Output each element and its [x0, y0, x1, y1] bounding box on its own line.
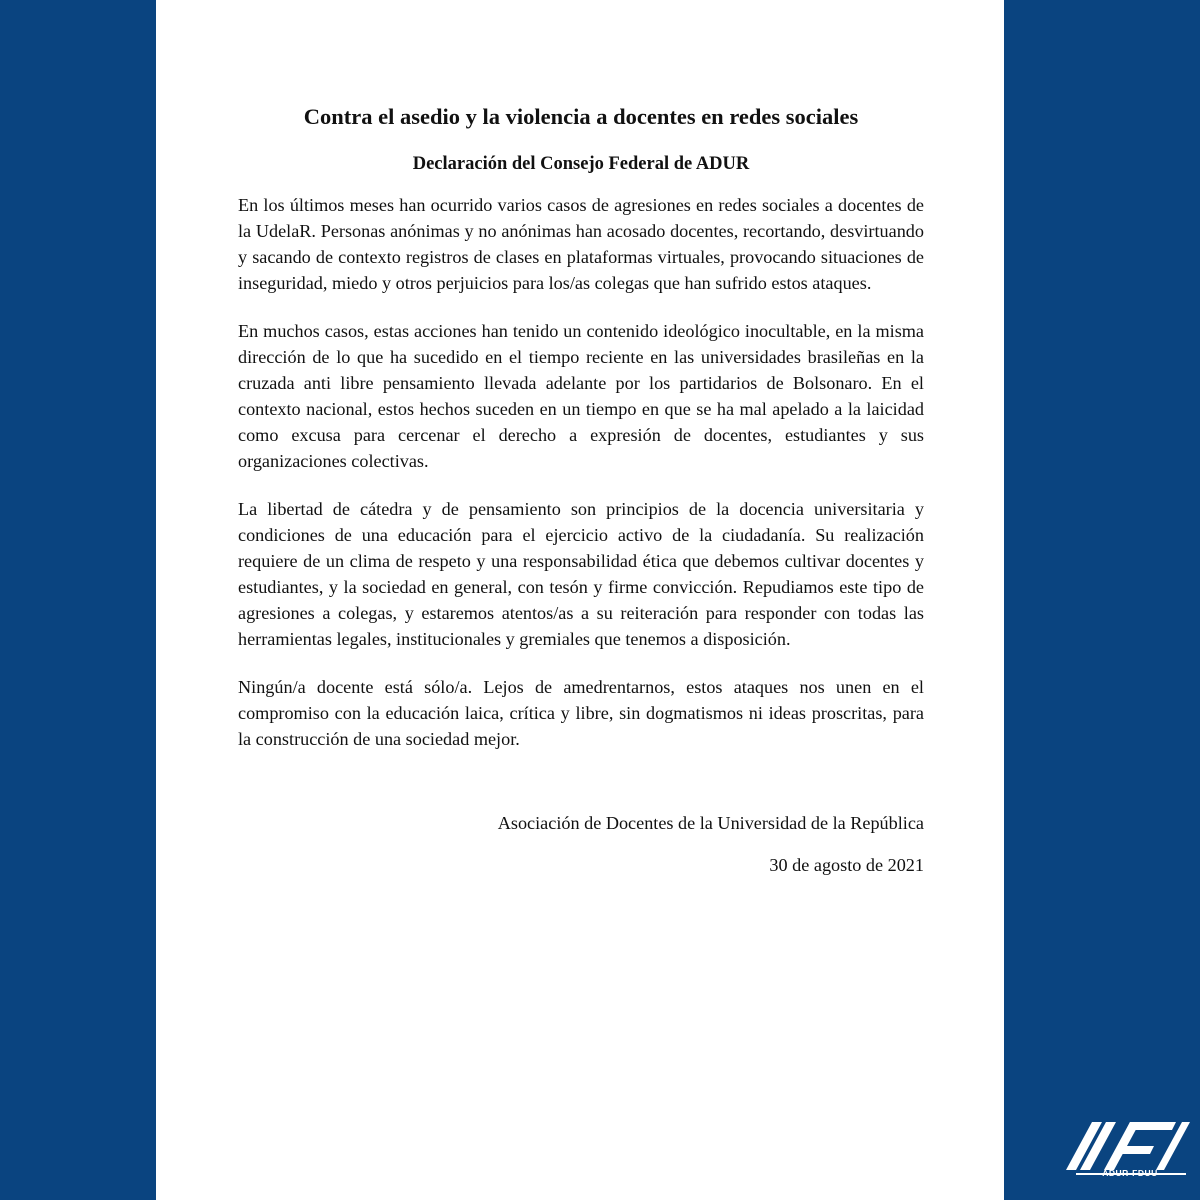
paragraph-1: En los últimos meses han ocurrido varios casos de agresiones en redes sociales a docentes de la UdelaR. Personas anónimas y no anónimas han acosado docentes, recortando, desvirtuando y sacando de contexto registros de clases en plataformas virtuales, provocando situaciones de inseguridad, miedo y otros perjuicios para los/as colegas que han sufrido estos ataques.	[238, 195, 924, 293]
right-blue-band	[1004, 0, 1200, 1200]
signature-organization: Asociación de Docentes de la Universidad de la República	[497, 813, 924, 833]
statement-body	[238, 192, 924, 752]
statement-subtitle: Declaración del Consejo Federal de ADUR	[412, 154, 750, 174]
paragraph-2: En muchos casos, estas acciones han tenido un contenido ideológico inocultable, en la misma dirección de lo que ha sucedido en el tiempo reciente en las universidades brasileñas en la cruzada anti libre pensamiento llevada adelante por los partidarios de Bolsonaro. En el contexto nacional, estos hechos suceden en un tiempo en que se ha mal apelado a la laicidad como excusa para cercenar el derecho a expresión de docentes, estudiantes y sus organizaciones colectivas.	[238, 321, 924, 471]
paragraph-4: Ningún/a docente está sólo/a. Lejos de amedrentarnos, estos ataques nos unen en el compromiso con la educación laica, crítica y libre, sin dogmatismos ni ideas proscritas, para la construcción de una sociedad mejor.	[238, 677, 924, 749]
statement-content	[238, 96, 924, 878]
paragraph-3: La libertad de cátedra y de pensamiento son principios de la docencia universitaria y condiciones de una educación para el ejercicio activo de la ciudadanía. Su realización requiere de un clima de respeto y una responsabilidad ética que debemos cultivar docentes y estudiantes, y la sociedad en general, con tesón y firme convicción. Repudiamos este tipo de agresiones a colegas, y estaremos atentos/as a su reiteración para responder con todas las herramientas legales, institucionales y gremiales que tenemos a disposición.	[238, 499, 924, 649]
signature-block	[238, 810, 924, 878]
statement-title: Contra el asedio y la violencia a docentes en redes sociales	[303, 104, 859, 129]
signature-date: 30 de agosto de 2021	[769, 855, 924, 875]
logo-caption: ADUR-FDUU	[1102, 1168, 1158, 1178]
adur-fduu-logo-icon	[1052, 1118, 1198, 1200]
left-blue-band	[0, 0, 156, 1200]
